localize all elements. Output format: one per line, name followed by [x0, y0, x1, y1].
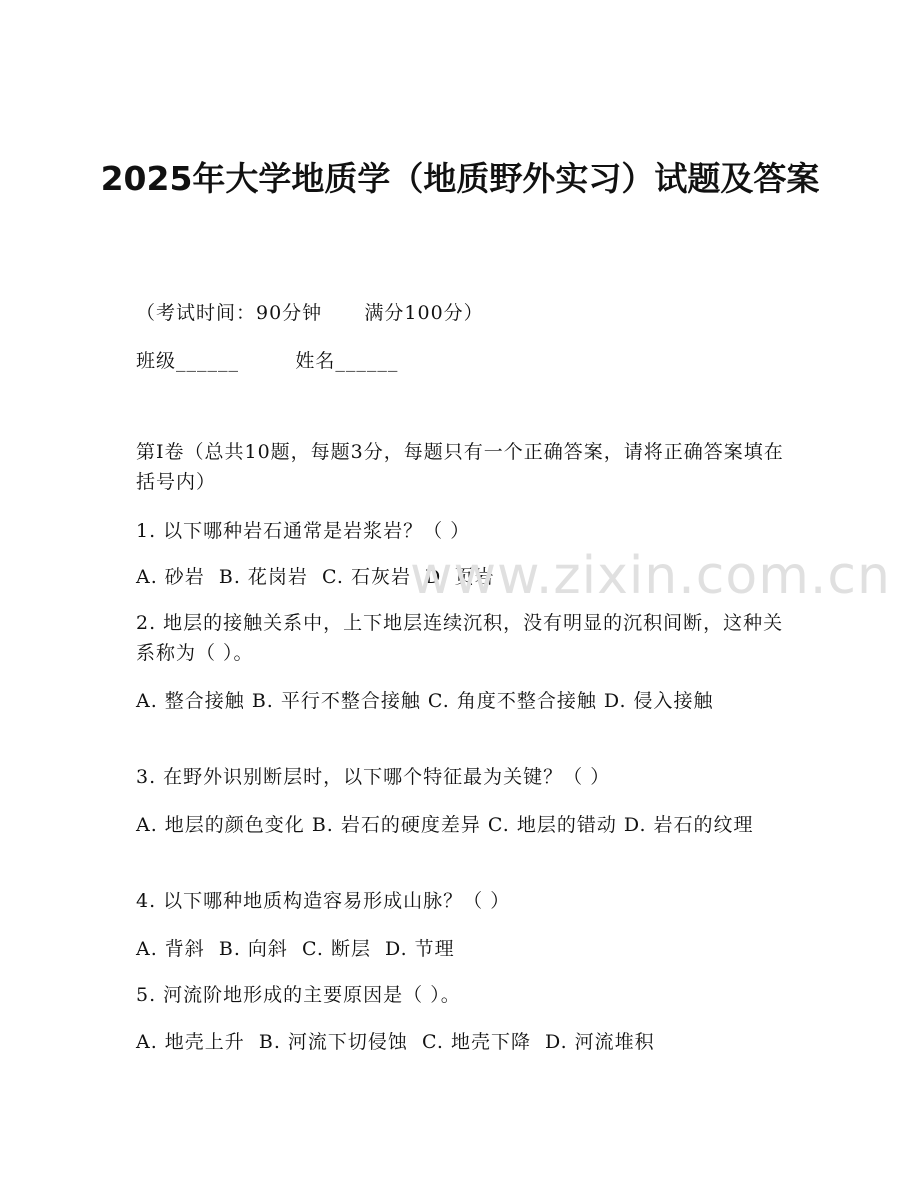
- document-title: 2025年大学地质学（地质野外实习）试题及答案: [100, 159, 820, 198]
- question-5-options: A. 地壳上升 B. 河流下切侵蚀 C. 地壳下降 D. 河流堆积: [136, 1031, 655, 1053]
- question-4: 4. 以下哪种地质构造容易形成山脉？（ ）: [136, 890, 511, 912]
- section-header: 第I卷（总共10题，每题3分，每题只有一个正确答案，请将正确答案填在括号内）: [136, 441, 784, 493]
- question-3-options: A. 地层的颜色变化 B. 岩石的硬度差异 C. 地层的错动 D. 岩石的纹理: [136, 814, 754, 836]
- watermark: www.zixin.com.cn: [410, 546, 891, 606]
- question-2: 2. 地层的接触关系中，上下地层连续沉积，没有明显的沉积间断，这种关系称为（ ）。: [136, 612, 784, 664]
- question-3: 3. 在野外识别断层时，以下哪个特征最为关键？（ ）: [136, 766, 611, 788]
- exam-info: （考试时间：90分钟 满分100分）: [136, 302, 484, 324]
- question-1-options: A. 砂岩 B. 花岗岩 C. 石灰岩 D. 页岩: [136, 566, 495, 588]
- question-2-options: A. 整合接触 B. 平行不整合接触 C. 角度不整合接触 D. 侵入接触: [136, 690, 714, 712]
- question-1: 1. 以下哪种岩石通常是岩浆岩？（ ）: [136, 520, 471, 542]
- class-name-line: 班级______ 姓名______: [136, 350, 399, 372]
- question-5: 5. 河流阶地形成的主要原因是（ ）。: [136, 984, 461, 1006]
- question-4-options: A. 背斜 B. 向斜 C. 断层 D. 节理: [136, 938, 455, 960]
